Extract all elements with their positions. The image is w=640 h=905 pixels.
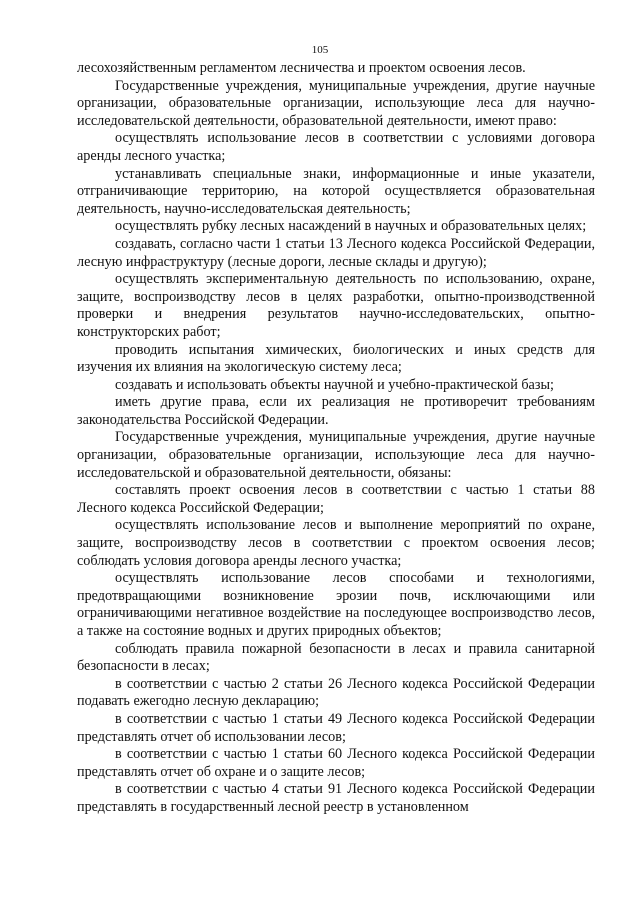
paragraph: в соответствии с частью 1 статьи 60 Лесного кодекса Российской Федерации представлять отчет об охране и о защите лесов; (77, 746, 595, 780)
paragraph: осуществлять рубку лесных насаждений в научных и образовательных целях; (115, 218, 587, 235)
paragraph-continuation: лесохозяйственным регламентом лесничества и проектом освоения лесов. (77, 60, 526, 76)
paragraph: устанавливать специальные знаки, информационные и иные указатели, отграничивающие территорию, на которой осуществляется образовательная деятельность, научно-исследовательская деятельность; (77, 165, 595, 217)
paragraph: в соответствии с частью 4 статьи 91 Лесного кодекса Российской Федерации представлять в государственный лесной реестр в установленном (77, 781, 595, 815)
paragraph: осуществлять использование лесов способами и технологиями, предотвращающими возникновение эрозии почв, исключающими или ограничивающими негативное воздействие на последующее воспроизводство лесов, а также на состояние водных и других природных объектов; (77, 570, 595, 639)
paragraph: Государственные учреждения, муниципальные учреждения, другие научные организации, образовательные организации, использующие леса для научно-исследовательской деятельности, образовательной деятельности, имеют право: (77, 77, 595, 129)
paragraph: создавать и использовать объекты научной и учебно-практической базы; (115, 376, 554, 393)
page-number: 105 (311, 44, 329, 56)
paragraph: проводить испытания химических, биологических и иных средств для изучения их влияния на экологическую систему леса; (77, 341, 595, 376)
paragraph: Государственные учреждения, муниципальные учреждения, другие научные организации, образовательные организации, использующие леса для научно-исследовательской и образовательной деятельности, обязаны: (77, 429, 595, 481)
paragraph: соблюдать правила пожарной безопасности в лесах и правила санитарной безопасности в лесах; (77, 640, 595, 675)
document-body (77, 60, 595, 817)
paragraph: осуществлять использование лесов и выполнение мероприятий по охране, защите, воспроизводству лесов в соответствии с проектом освоения лесов; соблюдать условия договора аренды лесного участка; (77, 517, 595, 569)
paragraph: иметь другие права, если их реализация не противоречит требованиям законодательства Российской Федерации. (77, 394, 595, 428)
paragraph: в соответствии с частью 1 статьи 49 Лесного кодекса Российской Федерации представлять отчет об использовании лесов; (77, 710, 595, 745)
paragraph: в соответствии с частью 2 статьи 26 Лесного кодекса Российской Федерации подавать ежегодно лесную декларацию; (77, 675, 595, 710)
paragraph: создавать, согласно части 1 статьи 13 Лесного кодекса Российской Федерации, лесную инфраструктуру (лесные дороги, лесные склады и другую); (77, 235, 595, 270)
paragraph: осуществлять экспериментальную деятельность по использованию, охране, защите, воспроизводству лесов в целях разработки, опытно-производственной проверки и внедрения результатов научно-исследовательских, опытно-конструкторских работ; (77, 271, 595, 340)
paragraph: составлять проект освоения лесов в соответствии с частью 1 статьи 88 Лесного кодекса Российской Федерации; (77, 482, 595, 516)
paragraph: осуществлять использование лесов в соответствии с условиями договора аренды лесного участка; (77, 130, 595, 164)
